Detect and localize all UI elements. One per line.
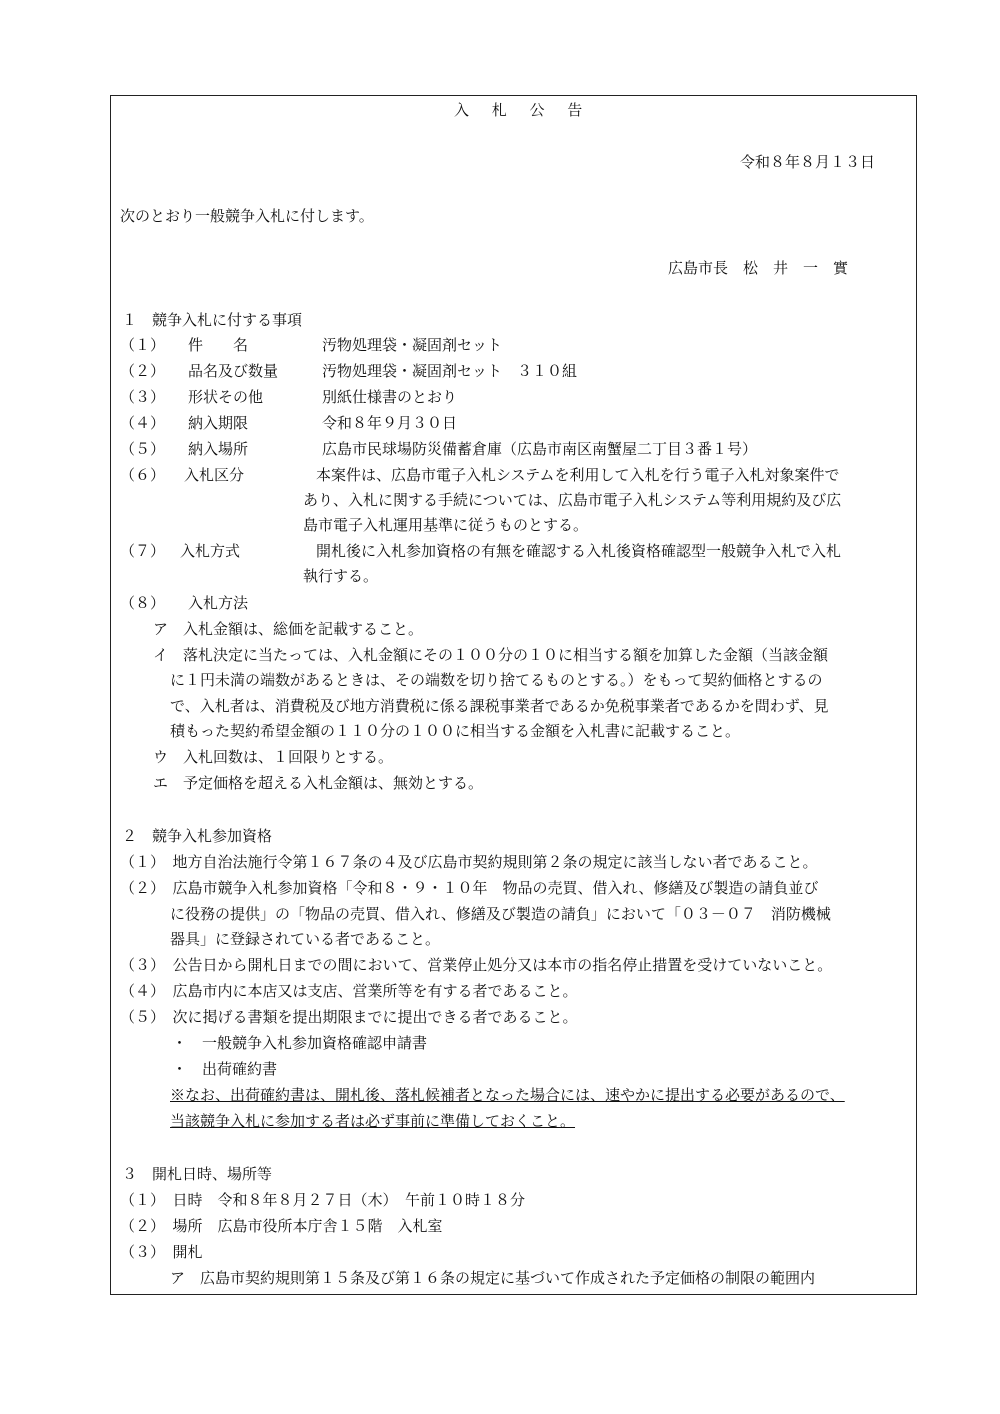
s3-p3: （３） 開札 <box>120 1243 203 1261</box>
s2-bullet2: ・ 出荷確約書 <box>172 1060 278 1078</box>
s1-item8-i-line3: で、入札者は、消費税及び地方消費税に係る課税事業者であるか免税事業者であるかを問わず、見 <box>170 697 829 715</box>
s1-item8-a: ア 入札金額は、総価を記載すること。 <box>153 620 424 638</box>
s2-p3: （３） 公告日から開札日までの間において、営業停止処分又は本市の指名停止措置を受けていないこと。 <box>120 956 833 974</box>
s1-item4-num: （４） <box>120 414 166 432</box>
s1-item5-value: 広島市民球場防災備蓄倉庫（広島市南区南蟹屋二丁目３番１号） <box>322 440 758 458</box>
s1-item3-num: （３） <box>120 388 166 406</box>
s2-note-line2: 当該競争入札に参加する者は必ず事前に準備しておくこと。 <box>170 1112 576 1130</box>
s1-item6-num: （６） <box>120 466 166 484</box>
s1-item8-num: （８） <box>120 594 166 612</box>
s1-item7-num: （７） <box>120 542 166 560</box>
s1-item4-label: 納入期限 <box>188 414 249 432</box>
s3-p2: （２） 場所 広島市役所本庁舎１５階 入札室 <box>120 1217 443 1235</box>
s2-p4: （４） 広島市内に本店又は支店、営業所等を有する者であること。 <box>120 982 578 1000</box>
notice-title: 入 札 公 告 <box>454 101 592 119</box>
s1-item8-e: エ 予定価格を超える入札金額は、無効とする。 <box>153 774 484 792</box>
s2-p2-line2: に役務の提供」の「物品の売買、借入れ、修繕及び製造の請負」において「０３－０７ 消防機械 <box>170 905 831 923</box>
s2-bullet1: ・ 一般競争入札参加資格確認申請書 <box>172 1034 428 1052</box>
s1-item2-value: 汚物処理袋・凝固剤セット ３１０組 <box>322 362 578 380</box>
s1-item4-value: 令和８年９月３０日 <box>322 414 458 432</box>
intro-text: 次のとおり一般競争入札に付します。 <box>120 207 374 225</box>
s1-item7-label: 入札方式 <box>180 542 241 560</box>
s2-p1: （１） 地方自治法施行令第１６７条の４及び広島市契約規則第２条の規定に該当しない者であること。 <box>120 853 818 871</box>
s1-item5-num: （５） <box>120 440 166 458</box>
issuer-name: 広島市長 松 井 一 實 <box>668 259 849 277</box>
s1-item6-label: 入札区分 <box>184 466 245 484</box>
s1-item2-label: 品名及び数量 <box>188 362 279 380</box>
s2-note-line1: ※なお、出荷確約書は、開札後、落札候補者となった場合には、速やかに提出する必要があるので、 <box>170 1086 845 1104</box>
s1-item8-i-line1: イ 落札決定に当たっては、入札金額にその１００分の１０に相当する額を加算した金額（当該金額 <box>153 646 829 664</box>
section1-heading: １ 競争入札に付する事項 <box>122 311 303 329</box>
s1-item6-line1: 本案件は、広島市電子入札システムを利用して入札を行う電子入札対象案件で <box>316 466 840 484</box>
s1-item6-line2: あり、入札に関する手続については、広島市電子入札システム等利用規約及び広 <box>303 491 842 509</box>
s1-item8-i-line2: に１円未満の端数があるときは、その端数を切り捨てるものとする。）をもって契約価格とするの <box>170 671 823 689</box>
s2-p5: （５） 次に掲げる書類を提出期限までに提出できる者であること。 <box>120 1008 578 1026</box>
s1-item7-line2: 執行する。 <box>303 567 379 585</box>
section3-heading: ３ 開札日時、場所等 <box>122 1165 273 1183</box>
s1-item5-label: 納入場所 <box>188 440 249 458</box>
s1-item2-num: （２） <box>120 362 166 380</box>
notice-date: 令和８年８月１３日 <box>740 153 876 171</box>
s1-item8-i-line4: 積もった契約希望金額の１１０分の１００に相当する金額を入札書に記載すること。 <box>170 722 741 740</box>
s1-item7-line1: 開札後に入札参加資格の有無を確認する入札後資格確認型一般競争入札で入札 <box>316 542 842 560</box>
s1-item1-label: 件 名 <box>188 336 249 354</box>
s1-item3-value: 別紙仕様書のとおり <box>322 388 458 406</box>
s2-p2-line1: （２） 広島市競争入札参加資格「令和８・９・１０年 物品の売買、借入れ、修繕及び製造の請負並び <box>120 879 819 897</box>
s1-item6-line3: 島市電子入札運用基準に従うものとする。 <box>303 516 589 534</box>
s3-a: ア 広島市契約規則第１５条及び第１６条の規定に基づいて作成された予定価格の制限の範囲内 <box>170 1269 816 1287</box>
s1-item3-label: 形状その他 <box>188 388 264 406</box>
section2-heading: ２ 競争入札参加資格 <box>122 827 273 845</box>
s1-item1-value: 汚物処理袋・凝固剤セット <box>322 336 503 354</box>
s3-p1: （１） 日時 令和８年８月２７日（木） 午前１０時１８分 <box>120 1191 526 1209</box>
s1-item8-u: ウ 入札回数は、１回限りとする。 <box>153 748 394 766</box>
s1-item8-label: 入札方法 <box>188 594 249 612</box>
s2-p2-line3: 器具」に登録されている者であること。 <box>170 930 441 948</box>
s1-item1-num: （１） <box>120 336 166 354</box>
